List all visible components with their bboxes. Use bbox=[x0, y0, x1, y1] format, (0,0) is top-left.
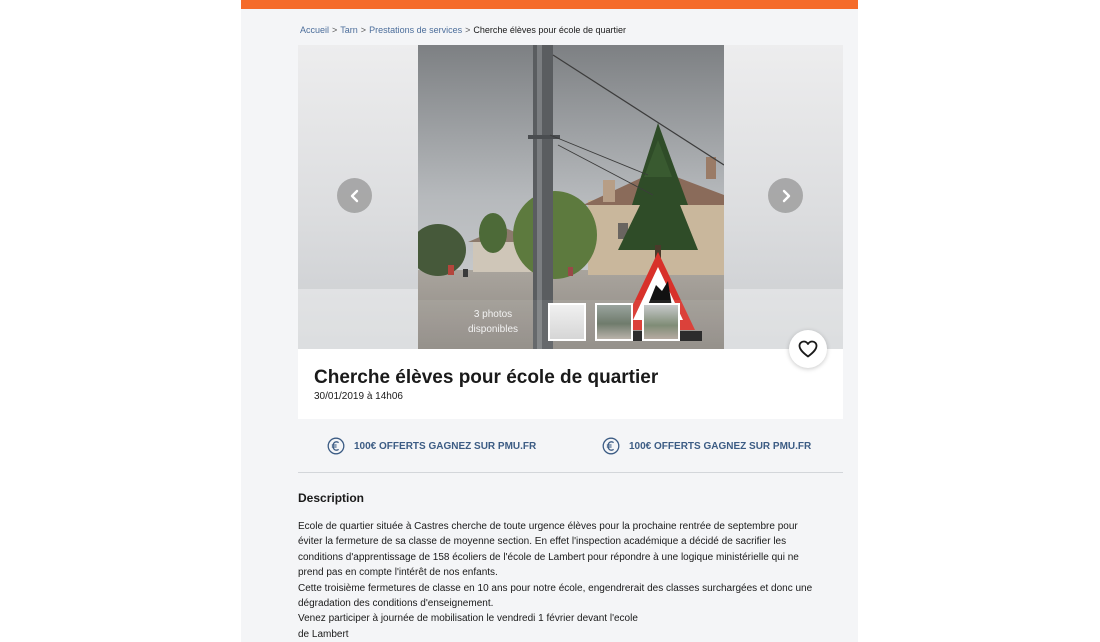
photos-count-label bbox=[458, 307, 528, 337]
description-line: Ecole de quartier située à Castres cherche de toute urgence élèves pour la prochaine rentrée de septembre pour bbox=[298, 521, 798, 532]
euro-icon bbox=[327, 437, 345, 455]
description-line: de Lambert bbox=[298, 628, 349, 640]
heart-icon bbox=[798, 340, 818, 358]
photo-gallery[interactable] bbox=[298, 45, 843, 349]
breadcrumb bbox=[300, 25, 626, 35]
promo-label: 100€ OFFERTS GAGNEZ SUR PMU.FR bbox=[629, 440, 812, 452]
breadcrumb-region-link[interactable]: Tarn bbox=[340, 25, 358, 35]
photo-thumbnail-3[interactable] bbox=[642, 303, 680, 341]
breadcrumb-current: Cherche élèves pour école de quartier bbox=[473, 25, 626, 35]
promo-link-pmu-1[interactable] bbox=[327, 437, 536, 455]
breadcrumb-separator: > bbox=[465, 25, 471, 35]
photo-thumbnail-1[interactable] bbox=[548, 303, 586, 341]
promo-label: 100€ OFFERTS GAGNEZ SUR PMU.FR bbox=[354, 440, 537, 452]
photos-count-number: 3 photos bbox=[473, 309, 513, 320]
photos-count-text: disponibles bbox=[467, 324, 519, 335]
description-line: conditions d'apprentissage de 158 écoliers de l'école de Lambert pour répondre à une logique ministérielle qui ne bbox=[298, 551, 799, 563]
brand-top-bar bbox=[241, 0, 858, 9]
description-line: prend pas en compte l'intérêt de nos enfants. bbox=[298, 567, 498, 579]
section-divider bbox=[298, 472, 843, 473]
ad-title: Cherche élèves pour école de quartier bbox=[314, 367, 659, 388]
next-photo-button[interactable] bbox=[768, 178, 803, 213]
ad-title-card bbox=[298, 349, 843, 419]
description-line: Cette troisième fermetures de classe en 10 ans pour notre école, engendrerait des classes surchargées et donc une bbox=[298, 582, 813, 594]
breadcrumb-separator: > bbox=[360, 25, 367, 35]
favorite-button[interactable] bbox=[789, 330, 827, 368]
description-line: dégradation des conditions d'enseignement. bbox=[298, 598, 494, 610]
page-container bbox=[241, 0, 858, 642]
description-line: éviter la fermeture de sa classe de moyenne section. En effet l'inspection académique a décidé de sacrifier les bbox=[298, 536, 787, 548]
photo-thumbnail-2[interactable] bbox=[595, 303, 633, 341]
chevron-left-icon bbox=[348, 189, 362, 203]
previous-photo-button[interactable] bbox=[337, 178, 372, 213]
description-heading: Description bbox=[298, 491, 365, 505]
promo-link-pmu-2[interactable] bbox=[602, 437, 811, 455]
breadcrumb-home-link[interactable]: Accueil bbox=[300, 25, 330, 35]
description-line: Venez participer à journée de mobilisation le vendredi 1 février devant l'ecole bbox=[298, 613, 638, 625]
chevron-right-icon bbox=[779, 189, 793, 203]
description-body bbox=[298, 519, 843, 642]
ad-date: 30/01/2019 à 14h06 bbox=[314, 391, 403, 402]
breadcrumb-category-link[interactable]: Prestations de services bbox=[369, 25, 463, 35]
euro-icon bbox=[602, 437, 620, 455]
breadcrumb-separator: > bbox=[332, 25, 338, 35]
